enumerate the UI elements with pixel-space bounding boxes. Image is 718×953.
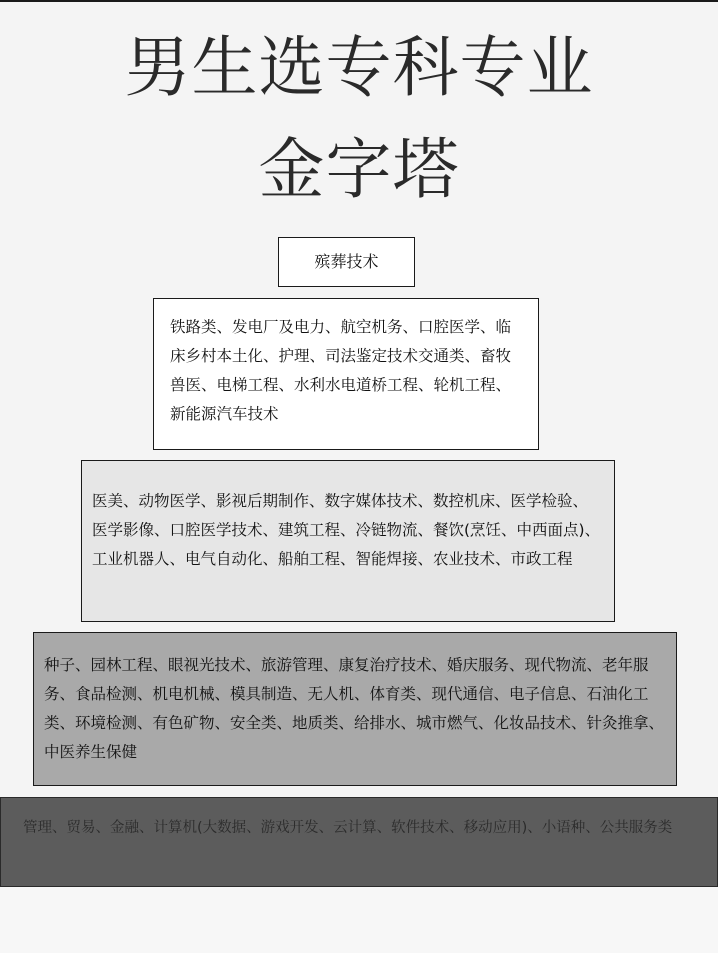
- title-line-1: 男生选专科专业: [124, 29, 594, 106]
- pyramid-tier-4: 种子、园林工程、眼视光技术、旅游管理、康复治疗技术、婚庆服务、现代物流、老年服务、食品检测、机电机械、模具制造、无人机、体育类、现代通信、电子信息、石油化工类、环境检测、有色矿物、安全类、地质类、给排水、城市燃气、化妆品技术、针灸推拿、中医养生保健: [33, 632, 677, 786]
- title-line-2: 金字塔: [258, 131, 460, 208]
- pyramid-tier-2: 铁路类、发电厂及电力、航空机务、口腔医学、临床乡村本土化、护理、司法鉴定技术交通类、畜牧兽医、电梯工程、水利水电道桥工程、轮机工程、新能源汽车技术: [153, 298, 539, 450]
- pyramid-tier-3: 医美、动物医学、影视后期制作、数字媒体技术、数控机床、医学检验、医学影像、口腔医学技术、建筑工程、冷链物流、餐饮(烹饪、中西面点)、工业机器人、电气自动化、船舶工程、智能焊接、农业技术、市政工程: [81, 460, 615, 622]
- pyramid-tier-1: 殡葬技术: [278, 237, 415, 287]
- pyramid-tier-5: 管理、贸易、金融、计算机(大数据、游戏开发、云计算、软件技术、移动应用)、小语种、公共服务类: [0, 797, 718, 887]
- top-border-line: [0, 0, 718, 2]
- bottom-blank-band: [0, 887, 718, 953]
